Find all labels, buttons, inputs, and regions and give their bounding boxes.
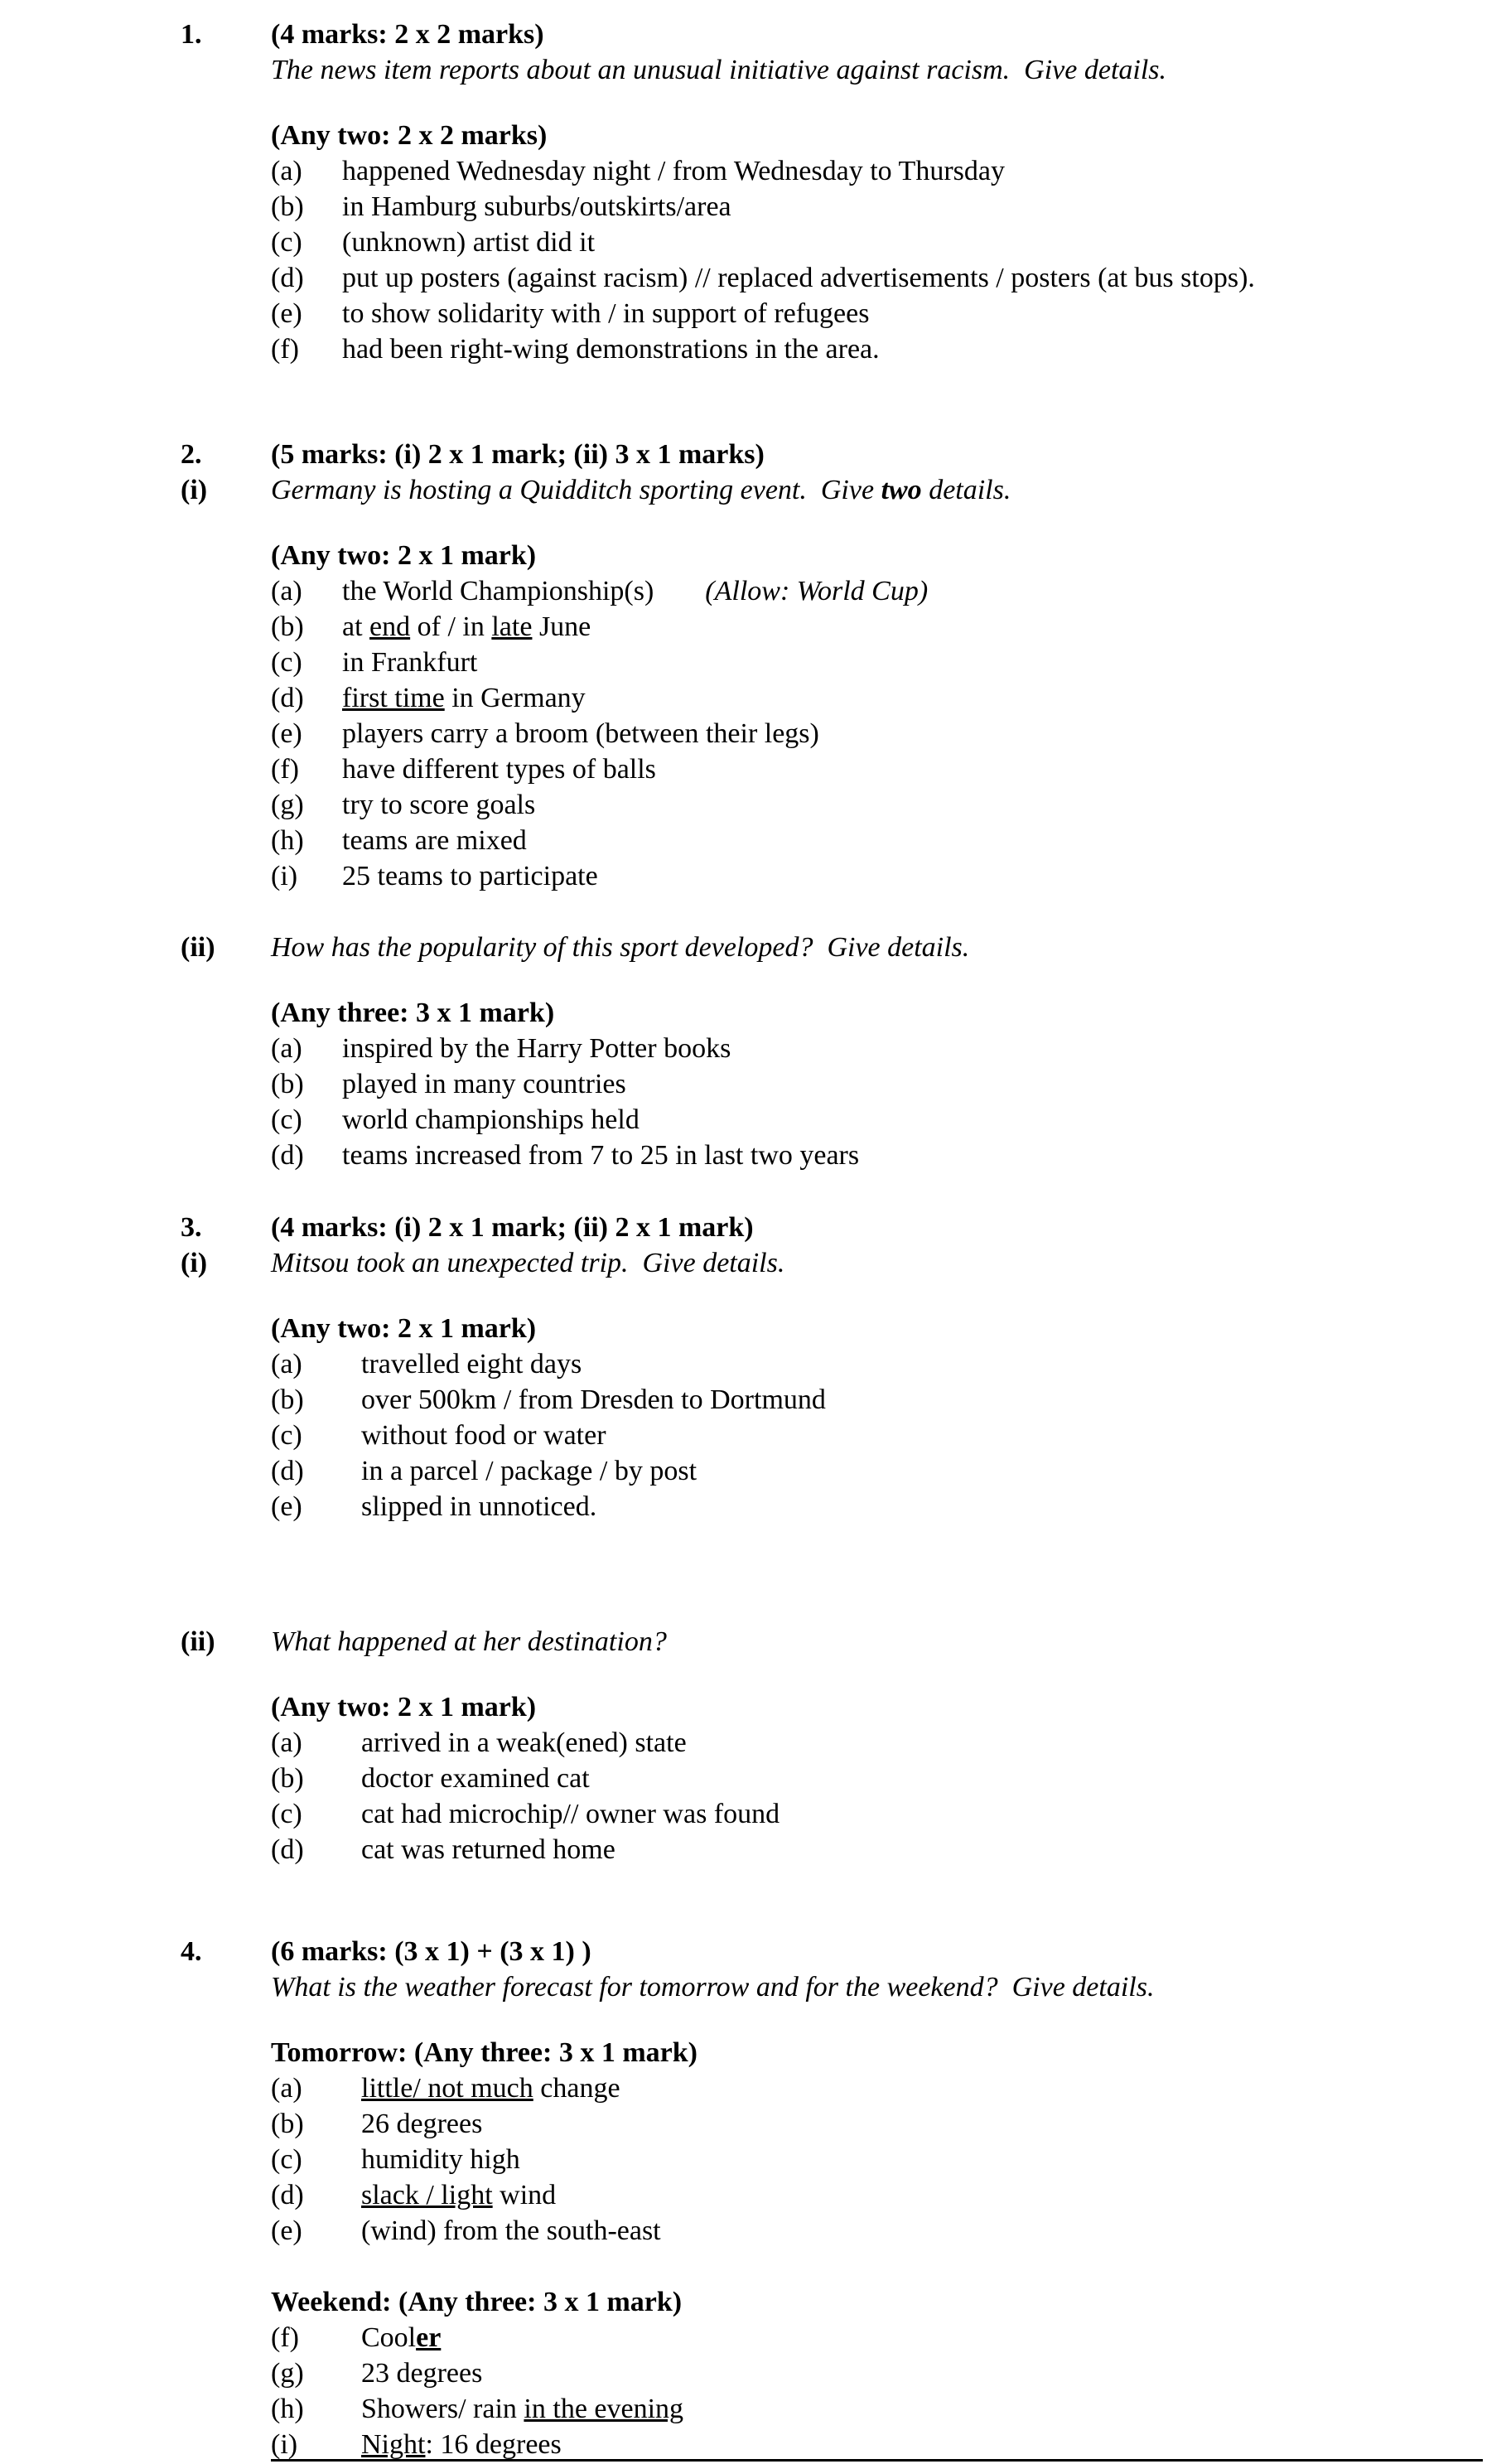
item-letter: (e) xyxy=(271,1491,302,1522)
answer-item xyxy=(181,858,1481,894)
line-text xyxy=(361,2355,1481,2391)
line-text xyxy=(271,1624,1481,1660)
item-letter: (c) xyxy=(271,227,302,258)
item-letter: (f) xyxy=(271,2322,299,2353)
spacer xyxy=(181,894,1481,930)
text-segment: over 500km / from Dresden to Dortmund xyxy=(361,1384,826,1415)
text-segment: (Any two: 2 x 1 mark) xyxy=(271,540,537,571)
text-segment: little/ not much xyxy=(361,2073,533,2104)
line-text xyxy=(271,52,1481,88)
line-text xyxy=(361,1346,1481,1382)
text-segment: Germany is hosting a Quidditch sporting event. Give xyxy=(271,475,881,505)
text-segment: two xyxy=(881,475,922,505)
line-text xyxy=(342,645,1481,680)
line-text xyxy=(271,1210,1481,1245)
answer-item xyxy=(181,751,1481,787)
answer-item xyxy=(181,1138,1481,1173)
line-text xyxy=(361,2391,1481,2427)
spacer xyxy=(181,0,1481,17)
line-text xyxy=(271,538,1481,573)
answer-item xyxy=(181,1066,1481,1102)
answer-item xyxy=(181,2427,1481,2462)
spacer xyxy=(181,508,1481,538)
line-text xyxy=(271,472,1481,508)
footer-rule xyxy=(271,2459,1483,2462)
answer-item xyxy=(181,680,1481,716)
text-segment: Night xyxy=(361,2429,426,2460)
text-segment: (wind) from the south-east xyxy=(361,2215,661,2246)
text-segment: in Frankfurt xyxy=(342,647,478,678)
item-letter: (e) xyxy=(271,2215,302,2246)
line-text xyxy=(271,1311,1481,1346)
text-segment: arrived in a weak(ened) state xyxy=(361,1727,687,1758)
spacer xyxy=(181,367,1481,437)
line-text xyxy=(361,1489,1481,1524)
scheme-line xyxy=(181,52,1481,88)
text-segment: happened Wednesday night / from Wednesday to Thursday xyxy=(342,156,1005,186)
text-segment: (Any two: 2 x 1 mark) xyxy=(271,1313,537,1344)
question-number: (ii) xyxy=(181,932,215,963)
line-text xyxy=(271,118,1481,153)
text-segment: Weekend: (Any three: 3 x 1 mark) xyxy=(271,2287,683,2317)
answer-item xyxy=(181,225,1481,260)
text-segment: What is the weather forecast for tomorrow and for the weekend? Give details. xyxy=(271,1972,1155,2003)
question-header-line xyxy=(181,17,1481,52)
question-number: (i) xyxy=(181,475,208,505)
text-segment: Showers/ rain xyxy=(361,2394,524,2424)
question-header-line xyxy=(181,1624,1481,1660)
text-segment: change xyxy=(533,2073,620,2104)
answer-item xyxy=(181,2142,1481,2177)
answer-item xyxy=(181,645,1481,680)
question-number: (ii) xyxy=(181,1626,215,1657)
spacer xyxy=(181,1281,1481,1311)
item-letter: (b) xyxy=(271,611,304,642)
line-text xyxy=(361,2427,1481,2462)
answer-item xyxy=(181,2177,1481,2213)
text-segment: in the evening xyxy=(524,2394,684,2424)
text-segment: the World Championship(s) xyxy=(342,576,654,606)
item-letter: (c) xyxy=(271,1104,302,1135)
item-letter: (i) xyxy=(271,2429,298,2460)
text-segment: at xyxy=(342,611,370,642)
text-segment: How has the popularity of this sport developed? Give details. xyxy=(271,932,970,963)
item-letter: (b) xyxy=(271,1384,304,1415)
answer-item xyxy=(181,153,1481,189)
text-segment: Mitsou took an unexpected trip. Give details. xyxy=(271,1248,785,1278)
spacer xyxy=(181,2005,1481,2035)
item-letter: (e) xyxy=(271,718,302,749)
item-letter: (g) xyxy=(271,790,304,820)
line-text xyxy=(342,153,1481,189)
text-segment: : 16 degrees xyxy=(425,2429,562,2460)
text-segment: Cool xyxy=(361,2322,417,2353)
text-segment: in Germany xyxy=(444,683,586,713)
text-segment: put up posters (against racism) // replaced advertisements / posters (at bus stops). xyxy=(342,263,1255,293)
text-segment: first time xyxy=(342,683,445,713)
line-text xyxy=(361,2106,1481,2142)
line-text xyxy=(342,1066,1481,1102)
text-segment: end xyxy=(369,611,411,642)
line-text xyxy=(271,437,1481,472)
question-number: 2. xyxy=(181,439,202,470)
line-text xyxy=(342,858,1481,894)
scheme-line xyxy=(181,2284,1481,2320)
item-letter: (e) xyxy=(271,298,302,329)
item-letter: (b) xyxy=(271,2109,304,2139)
spacer xyxy=(181,1867,1481,1934)
line-text xyxy=(342,225,1481,260)
text-segment: details. xyxy=(921,475,1011,505)
line-text xyxy=(342,573,1481,609)
answer-item xyxy=(181,1453,1481,1489)
line-text xyxy=(342,1031,1481,1066)
answer-item xyxy=(181,1382,1481,1418)
answer-item xyxy=(181,1489,1481,1524)
scheme-line xyxy=(181,1311,1481,1346)
text-segment: cat was returned home xyxy=(361,1834,615,1865)
item-letter: (d) xyxy=(271,263,304,293)
text-segment: humidity high xyxy=(361,2144,520,2175)
text-segment: The news item reports about an unusual initiative against racism. Give details. xyxy=(271,55,1167,85)
item-letter: (d) xyxy=(271,1834,304,1865)
text-segment: (4 marks: 2 x 2 marks) xyxy=(271,19,544,50)
answer-item xyxy=(181,1796,1481,1832)
line-text xyxy=(342,296,1481,331)
line-text xyxy=(342,260,1481,296)
answer-item xyxy=(181,787,1481,823)
scheme-line xyxy=(181,995,1481,1031)
item-letter: (d) xyxy=(271,683,304,713)
text-segment: wind xyxy=(492,2180,557,2210)
item-letter: (c) xyxy=(271,1799,302,1829)
question-header-line xyxy=(181,1934,1481,1969)
text-segment: (4 marks: (i) 2 x 1 mark; (ii) 2 x 1 mark) xyxy=(271,1212,754,1243)
answer-item xyxy=(181,260,1481,296)
answer-item xyxy=(181,573,1481,609)
answer-item xyxy=(181,296,1481,331)
scheme-line xyxy=(181,118,1481,153)
text-segment: try to score goals xyxy=(342,790,536,820)
item-letter: (a) xyxy=(271,1033,302,1064)
text-segment: (Any three: 3 x 1 mark) xyxy=(271,998,555,1028)
question-header-line xyxy=(181,1210,1481,1245)
line-text xyxy=(271,17,1481,52)
text-segment: inspired by the Harry Potter books xyxy=(342,1033,731,1064)
question-number: 1. xyxy=(181,19,202,50)
line-text xyxy=(361,1418,1481,1453)
line-text xyxy=(342,609,1481,645)
spacer xyxy=(181,1660,1481,1689)
text-segment: travelled eight days xyxy=(361,1349,582,1379)
answer-item xyxy=(181,1725,1481,1761)
answer-item xyxy=(181,331,1481,367)
question-number: (i) xyxy=(181,1248,208,1278)
text-segment: teams are mixed xyxy=(342,825,527,856)
text-segment: slack / light xyxy=(361,2180,493,2210)
line-text xyxy=(342,787,1481,823)
text-segment: 23 degrees xyxy=(361,2358,483,2389)
item-letter: (c) xyxy=(271,2144,302,2175)
item-letter: (a) xyxy=(271,2073,302,2104)
scheme-line xyxy=(181,538,1481,573)
text-segment: played in many countries xyxy=(342,1069,626,1099)
text-segment: (6 marks: (3 x 1) + (3 x 1) ) xyxy=(271,1936,591,1967)
line-text xyxy=(361,2070,1481,2106)
item-letter: (a) xyxy=(271,576,302,606)
text-segment: (5 marks: (i) 2 x 1 mark; (ii) 3 x 1 marks) xyxy=(271,439,765,470)
item-letter: (a) xyxy=(271,1349,302,1379)
answer-item xyxy=(181,2320,1481,2355)
answer-item xyxy=(181,2391,1481,2427)
item-letter: (b) xyxy=(271,1069,304,1099)
text-segment: What happened at her destination? xyxy=(271,1626,667,1657)
line-text xyxy=(342,751,1481,787)
text-segment: of / in xyxy=(410,611,492,642)
item-letter: (b) xyxy=(271,1763,304,1794)
item-letter: (f) xyxy=(271,334,299,365)
answer-item xyxy=(181,1102,1481,1138)
text-segment: cat had microchip// owner was found xyxy=(361,1799,780,1829)
answer-item xyxy=(181,2355,1481,2391)
text-segment: doctor examined cat xyxy=(361,1763,590,1794)
line-text xyxy=(361,1796,1481,1832)
text-segment: world championships held xyxy=(342,1104,640,1135)
answer-item xyxy=(181,1346,1481,1382)
line-text xyxy=(271,930,1481,965)
item-letter: (a) xyxy=(271,1727,302,1758)
line-text xyxy=(361,2142,1481,2177)
text-segment: (Allow: World Cup) xyxy=(705,576,929,606)
text-segment: (Any two: 2 x 2 marks) xyxy=(271,120,548,151)
item-letter: (f) xyxy=(271,754,299,785)
text-segment: without food or water xyxy=(361,1420,606,1451)
item-letter: (c) xyxy=(271,647,302,678)
answer-item xyxy=(181,609,1481,645)
text-segment: (unknown) artist did it xyxy=(342,227,596,258)
item-letter: (b) xyxy=(271,191,304,222)
line-text xyxy=(361,1725,1481,1761)
question-header-line xyxy=(181,472,1481,508)
spacer xyxy=(181,1173,1481,1210)
item-letter: (d) xyxy=(271,1456,304,1486)
answer-item xyxy=(181,716,1481,751)
text-segment: in a parcel / package / by post xyxy=(361,1456,697,1486)
line-text xyxy=(361,2213,1481,2249)
line-text xyxy=(271,1245,1481,1281)
question-header-line xyxy=(181,437,1481,472)
line-text xyxy=(342,823,1481,858)
spacer xyxy=(181,965,1481,995)
line-text xyxy=(361,2177,1481,2213)
item-letter: (g) xyxy=(271,2358,304,2389)
text-segment: in Hamburg suburbs/outskirts/area xyxy=(342,191,731,222)
text-segment: have different types of balls xyxy=(342,754,656,785)
item-letter: (i) xyxy=(271,861,298,891)
line-text xyxy=(342,331,1481,367)
item-letter: (h) xyxy=(271,825,304,856)
spacer xyxy=(181,1524,1481,1624)
item-letter: (d) xyxy=(271,2180,304,2210)
item-letter: (d) xyxy=(271,1140,304,1171)
line-text xyxy=(342,1102,1481,1138)
text-segment: June xyxy=(532,611,591,642)
text-segment: er xyxy=(416,2322,442,2353)
line-text xyxy=(271,1934,1481,1969)
item-letter: (a) xyxy=(271,156,302,186)
answer-item xyxy=(181,2106,1481,2142)
spacer xyxy=(181,2249,1481,2284)
answer-item xyxy=(181,1832,1481,1867)
line-text xyxy=(271,1689,1481,1725)
line-text xyxy=(271,1969,1481,2005)
text-segment: to show solidarity with / in support of refugees xyxy=(342,298,870,329)
text-segment: 25 teams to participate xyxy=(342,861,598,891)
line-text xyxy=(361,2320,1481,2355)
text-segment: had been right-wing demonstrations in the area. xyxy=(342,334,880,365)
line-text xyxy=(361,1382,1481,1418)
text-segment: Tomorrow: (Any three: 3 x 1 mark) xyxy=(271,2037,697,2068)
text-segment: players carry a broom (between their legs) xyxy=(342,718,819,749)
line-text xyxy=(271,995,1481,1031)
question-number: 4. xyxy=(181,1936,202,1967)
line-text xyxy=(342,716,1481,751)
question-header-line xyxy=(181,1245,1481,1281)
text-segment: 26 degrees xyxy=(361,2109,483,2139)
answer-item xyxy=(181,1761,1481,1796)
line-text xyxy=(361,1761,1481,1796)
spacer xyxy=(181,88,1481,118)
text-segment: teams increased from 7 to 25 in last two years xyxy=(342,1140,860,1171)
answer-item xyxy=(181,1418,1481,1453)
answer-item xyxy=(181,2070,1481,2106)
line-text xyxy=(271,2284,1481,2320)
answer-item xyxy=(181,2213,1481,2249)
line-text xyxy=(342,1138,1481,1173)
answer-item xyxy=(181,1031,1481,1066)
line-text xyxy=(361,1832,1481,1867)
question-number: 3. xyxy=(181,1212,202,1243)
answer-item xyxy=(181,823,1481,858)
answer-item xyxy=(181,189,1481,225)
text-segment: (Any two: 2 x 1 mark) xyxy=(271,1692,537,1722)
line-text xyxy=(342,680,1481,716)
item-letter: (h) xyxy=(271,2394,304,2424)
item-letter: (c) xyxy=(271,1420,302,1451)
text-segment: slipped in unnoticed. xyxy=(361,1491,597,1522)
scheme-line xyxy=(181,1969,1481,2005)
line-text xyxy=(361,1453,1481,1489)
text-segment: late xyxy=(491,611,533,642)
scheme-line xyxy=(181,1689,1481,1725)
line-text xyxy=(271,2035,1481,2070)
question-header-line xyxy=(181,930,1481,965)
line-text xyxy=(342,189,1481,225)
scheme-line xyxy=(181,2035,1481,2070)
